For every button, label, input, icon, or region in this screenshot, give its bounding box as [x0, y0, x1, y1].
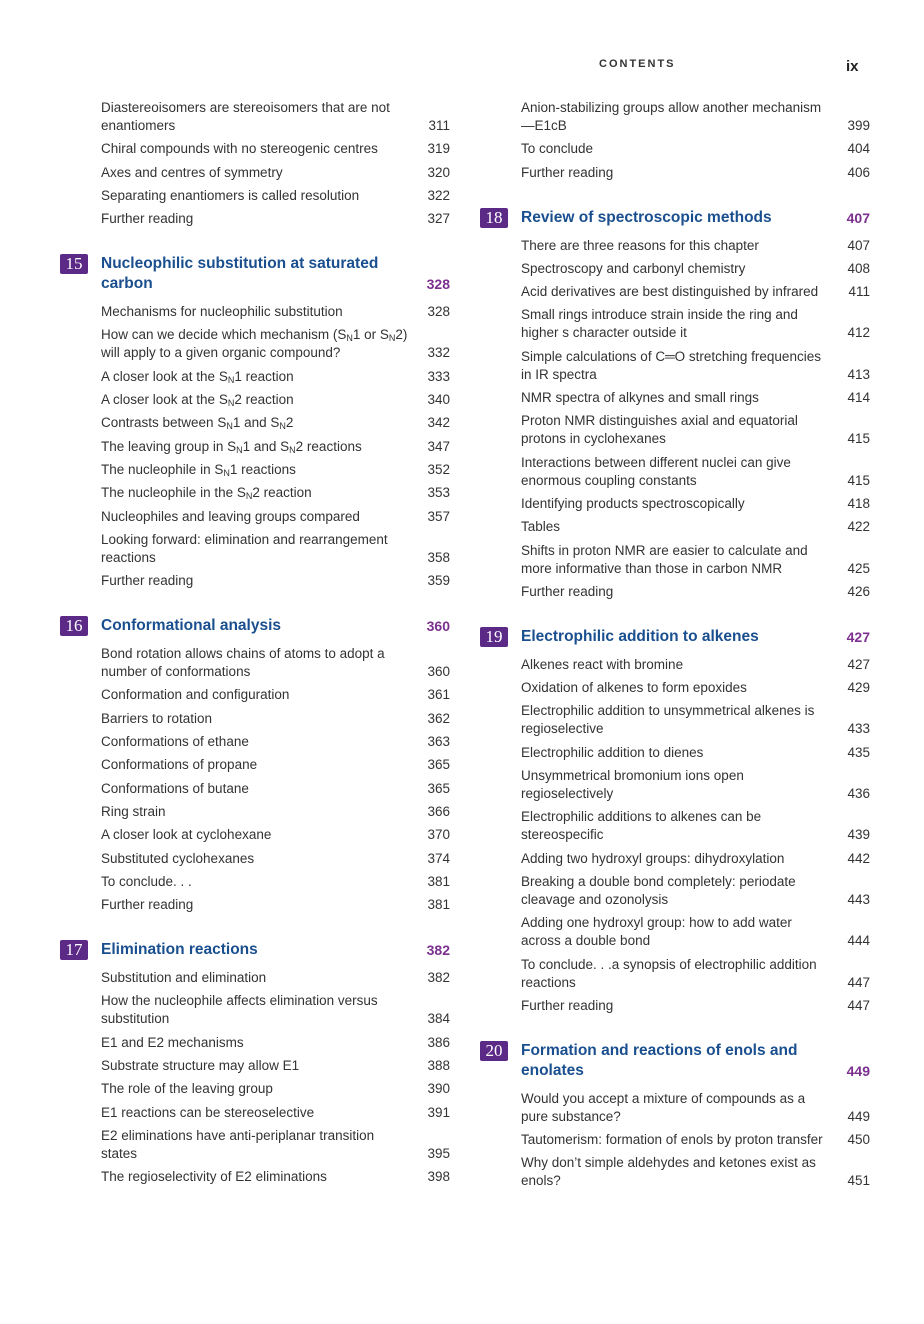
toc-entry-title: Breaking a double bond completely: periodate cleavage and ozonolysis [521, 873, 796, 907]
toc-entry-title: A closer look at cyclohexane [101, 827, 272, 843]
toc-entry-title: Adding two hydroxyl groups: dihydroxylation [521, 850, 785, 866]
toc-entry-page-number: 404 [847, 141, 870, 157]
chapter-number-badge: 20 [480, 1041, 508, 1061]
toc-entry[interactable] [480, 914, 870, 950]
chapter-heading[interactable] [480, 627, 870, 647]
toc-entry-page-number: 447 [847, 997, 870, 1013]
toc-entry[interactable] [480, 283, 870, 301]
toc-entry-page-number: 451 [847, 1173, 870, 1189]
toc-entry-title: Anion-stabilizing groups allow another mechanism—E1cB [521, 100, 822, 133]
toc-entry[interactable] [480, 956, 870, 992]
toc-entry[interactable] [60, 140, 450, 158]
chapter-title: Conformational analysis [101, 617, 282, 635]
toc-entry[interactable] [480, 348, 870, 384]
toc-entry[interactable] [60, 368, 450, 386]
toc-entry-title: To conclude. . . [101, 873, 192, 889]
chapter-title: Electrophilic addition to alkenes [521, 627, 759, 645]
toc-entry-title: Further reading [521, 164, 614, 180]
toc-entry-title: Further reading [101, 897, 194, 913]
toc-entry[interactable] [60, 326, 450, 362]
chapter-number-badge: 17 [60, 940, 88, 960]
toc-entry[interactable] [60, 645, 450, 681]
toc-entry-title: Interactions between different nuclei can give enormous coupling constants [521, 454, 791, 488]
toc-entry-page-number: 327 [427, 211, 450, 227]
toc-entry-title: Nucleophiles and leaving groups compared [101, 508, 360, 524]
toc-entry-page-number: 390 [427, 1081, 450, 1097]
toc-entry-page-number: 415 [847, 431, 870, 447]
toc-entry-title: There are three reasons for this chapter [521, 237, 759, 253]
toc-entry-title: NMR spectra of alkynes and small rings [521, 390, 759, 406]
toc-entry-page-number: 450 [847, 1132, 870, 1148]
toc-entry-title: The nucleophile in the $S_N2$ reaction [101, 485, 312, 502]
toc-entry-page-number: 395 [427, 1145, 450, 1161]
toc-entry-page-number: 411 [848, 284, 870, 300]
toc-entry-page-number: 413 [847, 366, 870, 382]
toc-entry[interactable] [60, 733, 450, 751]
chapter-number-badge: 15 [60, 254, 88, 274]
toc-entry-title: Separating enantiomers is called resolution [101, 187, 360, 203]
toc-entry-title: Further reading [521, 997, 614, 1013]
toc-entry-page-number: 361 [427, 687, 450, 703]
toc-entry[interactable] [480, 1090, 870, 1126]
toc-entry-title: Alkenes react with bromine [521, 656, 684, 672]
toc-entry[interactable] [480, 260, 870, 278]
toc-entry[interactable] [480, 518, 870, 536]
toc-entry-title: Spectroscopy and carbonyl chemistry [521, 260, 746, 276]
chapter-page-number: 407 [846, 209, 870, 226]
toc-entry-page-number: 426 [847, 583, 870, 599]
page-number: ix [846, 58, 859, 75]
toc-entry-title: Conformations of butane [101, 780, 249, 796]
toc-entry-page-number: 406 [847, 164, 870, 180]
toc-entry[interactable] [60, 572, 450, 590]
toc-entry-page-number: 427 [847, 656, 870, 672]
toc-entry-title: Electrophilic additions to alkenes can be stereospecific [521, 809, 762, 843]
toc-entry[interactable] [60, 826, 450, 844]
toc-entry[interactable] [60, 391, 450, 409]
toc-entry[interactable] [60, 992, 450, 1028]
toc-entry-page-number: 414 [847, 390, 870, 406]
toc-entry-page-number: 412 [847, 325, 870, 341]
toc-entry-title: Further reading [101, 573, 194, 589]
toc-entry[interactable] [480, 808, 870, 844]
chapter-title: Formation and reactions of enols and enolates [521, 1041, 798, 1079]
toc-entry-title: Further reading [521, 583, 614, 599]
toc-entry[interactable] [480, 744, 870, 762]
toc-entry[interactable] [60, 438, 450, 456]
toc-entry[interactable] [480, 389, 870, 407]
chapter-number-badge: 16 [60, 616, 88, 636]
toc-right-column [480, 99, 870, 1196]
chapter-title: Review of spectroscopic methods [521, 208, 772, 226]
toc-entry-page-number: 352 [427, 461, 450, 477]
chapter-heading[interactable] [480, 208, 870, 228]
toc-entry[interactable] [60, 99, 450, 135]
toc-entry-title: How can we decide which mechanism ($S_N1$ or $S_N2$) will apply to a given organic compound? [101, 327, 408, 361]
toc-entry[interactable] [60, 756, 450, 774]
toc-entry[interactable] [60, 1080, 450, 1098]
toc-entry[interactable] [60, 1057, 450, 1075]
toc-entry-title: A closer look at the $S_N1$ reaction [101, 368, 294, 385]
toc-entry[interactable] [60, 1127, 450, 1163]
toc-entry-page-number: 322 [427, 187, 450, 203]
toc-entry[interactable] [60, 461, 450, 479]
toc-entry-page-number: 365 [427, 780, 450, 796]
toc-entry-page-number: 357 [427, 508, 450, 524]
toc-entry-title: Electrophilic addition to unsymmetrical alkenes is regioselective [521, 703, 815, 737]
toc-entry-page-number: 436 [847, 786, 870, 802]
toc-entry-page-number: 407 [847, 237, 870, 253]
toc-entry-page-number: 435 [847, 744, 870, 760]
chapter-heading[interactable] [60, 616, 450, 636]
toc-entry[interactable] [480, 237, 870, 255]
chapter-heading[interactable] [480, 1041, 870, 1081]
toc-entry-page-number: 319 [427, 141, 450, 157]
toc-entry-title: Substituted cyclohexanes [101, 850, 255, 866]
toc-entry-page-number: 443 [847, 891, 870, 907]
toc-entry-page-number: 320 [427, 164, 450, 180]
toc-entry-title: Looking forward: elimination and rearrangement reactions [101, 531, 388, 565]
toc-entry[interactable] [60, 710, 450, 728]
running-head: CONTENTS [599, 58, 676, 70]
toc-entry-page-number: 333 [427, 368, 450, 384]
toc-entry[interactable] [480, 495, 870, 513]
toc-entry[interactable] [480, 656, 870, 674]
toc-entry-page-number: 359 [427, 573, 450, 589]
toc-entry-title: Shifts in proton NMR are easier to calculate and more informative than those in carbon NMR [521, 542, 808, 576]
toc-entry-title: Contrasts between $S_N1$ and $S_N2$ [101, 415, 294, 432]
toc-entry-page-number: 429 [847, 680, 870, 696]
toc-entry[interactable] [480, 454, 870, 490]
toc-entry-page-number: 370 [427, 827, 450, 843]
toc-entry-title: Substitution and elimination [101, 970, 267, 986]
toc-entry[interactable] [60, 303, 450, 321]
toc-entry[interactable] [480, 1131, 870, 1149]
chapter-title: Nucleophilic substitution at saturated carbon [101, 255, 379, 293]
toc-entry-title: Acid derivatives are best distinguished by infrared [521, 284, 819, 300]
chapter-page-number: 427 [846, 628, 870, 645]
chapter-heading[interactable] [60, 940, 450, 960]
toc-entry-title: Diastereoisomers are stereoisomers that are not enantiomers [101, 100, 390, 133]
toc-entry-title: The regioselectivity of E2 eliminations [101, 1169, 327, 1185]
toc-entry-page-number: 362 [427, 710, 450, 726]
toc-entry[interactable] [480, 164, 870, 182]
toc-entry-page-number: 442 [847, 850, 870, 866]
toc-entry-title: The role of the leaving group [101, 1081, 273, 1097]
toc-entry[interactable] [60, 1168, 450, 1186]
toc-entry[interactable] [60, 803, 450, 821]
toc-entry-page-number: 384 [427, 1011, 450, 1027]
toc-entry-title: How the nucleophile affects elimination versus substitution [101, 993, 378, 1027]
chapter-number-badge: 18 [480, 208, 508, 228]
toc-entry-page-number: 433 [847, 721, 870, 737]
toc-entry-page-number: 444 [847, 933, 870, 949]
toc-entry[interactable] [480, 140, 870, 158]
toc-entry[interactable] [480, 702, 870, 738]
toc-entry[interactable] [60, 531, 450, 567]
toc-entry[interactable] [480, 412, 870, 448]
toc-entry[interactable] [480, 873, 870, 909]
chapter-page-number: 449 [846, 1062, 870, 1079]
toc-entry[interactable] [60, 850, 450, 868]
toc-entry-title: Bond rotation allows chains of atoms to adopt a number of conformations [101, 646, 385, 680]
toc-entry-page-number: 439 [847, 827, 870, 843]
toc-entry-title: Conformations of ethane [101, 734, 249, 750]
toc-entry[interactable] [480, 306, 870, 342]
toc-entry[interactable] [60, 873, 450, 891]
toc-entry-title: Simple calculations of C═O stretching frequencies in IR spectra [521, 348, 821, 382]
toc-entry-page-number: 408 [847, 260, 870, 276]
toc-entry[interactable] [60, 484, 450, 502]
chapter-page-number: 360 [426, 618, 450, 635]
toc-entry[interactable] [480, 542, 870, 578]
toc-entry[interactable] [60, 1034, 450, 1052]
chapter-title: Elimination reactions [101, 941, 258, 959]
toc-entry-page-number: 332 [427, 345, 450, 361]
toc-entry-title: Small rings introduce strain inside the ring and higher s character outside it [521, 307, 798, 341]
toc-entry-title: A closer look at the $S_N2$ reaction [101, 392, 294, 409]
toc-entry[interactable] [60, 686, 450, 704]
toc-entry-title: Would you accept a mixture of compounds as a pure substance? [521, 1090, 806, 1124]
toc-entry-page-number: 391 [427, 1104, 450, 1120]
toc-entry-page-number: 425 [847, 560, 870, 576]
toc-entry-title: E2 eliminations have anti-periplanar transition states [101, 1127, 375, 1161]
toc-entry[interactable] [480, 99, 870, 135]
toc-entry-page-number: 381 [427, 897, 450, 913]
toc-entry-title: Mechanisms for nucleophilic substitution [101, 304, 343, 320]
toc-entry-title: Oxidation of alkenes to form epoxides [521, 680, 747, 696]
toc-entry-title: Tables [521, 519, 561, 535]
toc-entry-page-number: 366 [427, 803, 450, 819]
chapter-number-badge: 19 [480, 627, 508, 647]
toc-entry-title: The nucleophile in $S_N1$ reactions [101, 461, 296, 478]
toc-entry[interactable] [480, 997, 870, 1015]
toc-entry[interactable] [60, 1104, 450, 1122]
toc-entry-title: To conclude. . .a synopsis of electrophilic addition reactions [521, 956, 817, 990]
toc-entry-page-number: 328 [427, 304, 450, 320]
toc-entry[interactable] [60, 414, 450, 432]
toc-entry-title: Conformations of propane [101, 757, 258, 773]
chapter-page-number: 328 [426, 276, 450, 293]
toc-entry-page-number: 347 [427, 438, 450, 454]
toc-entry[interactable] [480, 679, 870, 697]
toc-entry-title: Why don’t simple aldehydes and ketones exist as enols? [521, 1155, 816, 1189]
toc-entry-page-number: 365 [427, 757, 450, 773]
toc-entry-title: To conclude [521, 141, 594, 157]
toc-entry-title: Conformation and configuration [101, 687, 290, 703]
toc-entry-page-number: 311 [428, 118, 450, 133]
toc-entry-page-number: 381 [427, 873, 450, 889]
toc-entry-title: The leaving group in $S_N1$ and $S_N2$ reactions [101, 438, 362, 455]
toc-entry[interactable] [480, 583, 870, 601]
toc-entry[interactable] [60, 969, 450, 987]
toc-entry-page-number: 388 [427, 1058, 450, 1074]
toc-entry-page-number: 358 [427, 549, 450, 565]
toc-entry-title: Substrate structure may allow E1 [101, 1058, 300, 1074]
toc-entry-page-number: 398 [427, 1169, 450, 1185]
toc-entry-page-number: 447 [847, 974, 870, 990]
toc-entry-title: Unsymmetrical bromonium ions open regioselectively [521, 768, 744, 802]
toc-entry-title: Proton NMR distinguishes axial and equatorial protons in cyclohexanes [521, 413, 798, 447]
toc-entry[interactable] [60, 187, 450, 205]
toc-entry[interactable] [60, 896, 450, 914]
toc-entry-title: Further reading [101, 211, 194, 227]
toc-entry-page-number: 386 [427, 1034, 450, 1050]
toc-entry-title: Ring strain [101, 803, 166, 819]
toc-entry-title: Tautomerism: formation of enols by proton transfer [521, 1132, 823, 1148]
chapter-heading[interactable] [60, 254, 450, 294]
toc-entry-page-number: 353 [427, 485, 450, 501]
toc-entry-page-number: 422 [847, 519, 870, 535]
toc-entry-title: Identifying products spectroscopically [521, 495, 745, 511]
toc-entry-page-number: 363 [427, 734, 450, 750]
toc-entry-page-number: 374 [427, 850, 450, 866]
toc-entry-page-number: 382 [427, 970, 450, 986]
toc-entry-page-number: 399 [847, 118, 870, 133]
toc-entry[interactable] [480, 850, 870, 868]
toc-entry[interactable] [480, 1154, 870, 1190]
toc-entry[interactable] [60, 508, 450, 526]
chapter-page-number: 382 [426, 942, 450, 959]
toc-entry-page-number: 418 [847, 495, 870, 511]
toc-entry-title: Electrophilic addition to dienes [521, 744, 704, 760]
toc-entry[interactable] [60, 780, 450, 798]
toc-entry-title: E1 and E2 mechanisms [101, 1034, 244, 1050]
toc-entry-title: Axes and centres of symmetry [101, 164, 283, 180]
toc-entry-page-number: 340 [427, 392, 450, 408]
toc-entry[interactable] [60, 164, 450, 182]
toc-entry-page-number: 342 [427, 415, 450, 431]
toc-entry[interactable] [60, 210, 450, 228]
toc-entry-page-number: 449 [847, 1108, 870, 1124]
toc-entry-title: Adding one hydroxyl group: how to add water across a double bond [521, 915, 792, 949]
toc-left-column [60, 99, 450, 1192]
toc-entry-title: Barriers to rotation [101, 710, 213, 726]
toc-entry-title: E1 reactions can be stereoselective [101, 1104, 315, 1120]
toc-entry-page-number: 360 [427, 664, 450, 680]
toc-entry[interactable] [480, 767, 870, 803]
toc-entry-title: Chiral compounds with no stereogenic centres [101, 141, 378, 157]
toc-entry-page-number: 415 [847, 472, 870, 488]
